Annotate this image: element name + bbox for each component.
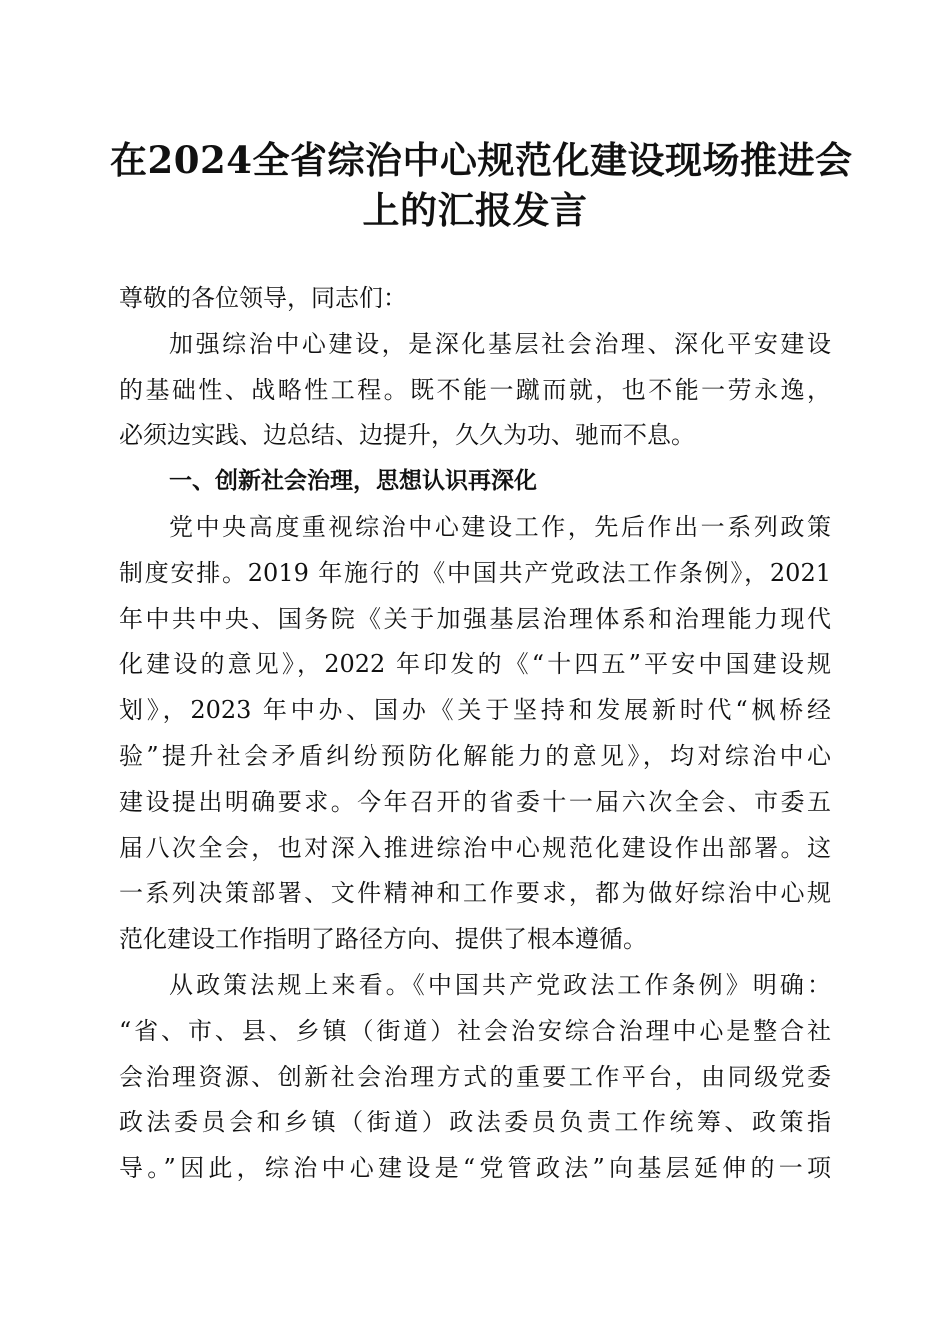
paragraph-line: 会治理资源、创新社会治理方式的重要工作平台，由同级党委 xyxy=(119,1062,831,1091)
document-body xyxy=(119,276,831,1192)
paragraph-line: 年中共中央、国务院《关于加强基层治理体系和治理能力现代 xyxy=(119,604,831,633)
paragraph-line: 从政策法规上来看。《中国共产党政法工作条例》明确： xyxy=(169,970,831,999)
paragraph-line: 加强综治中心建设，是深化基层社会治理、深化平安建设 xyxy=(169,329,831,358)
paragraph-line: 化建设的意见》，2022 年印发的《“十四五”平安中国建设规 xyxy=(119,650,831,679)
paragraph-line: 必须边实践、边总结、边提升，久久为功、驰而不息。 xyxy=(119,421,695,450)
paragraph-line: 导。”因此，综治中心建设是“党管政法”向基层延伸的一项 xyxy=(119,1154,831,1183)
paragraph-line: 届八次全会，也对深入推进综治中心规范化建设作出部署。这 xyxy=(119,833,831,862)
document-title-line-1: 在2024全省综治中心规范化建设现场推进会 xyxy=(110,138,853,182)
paragraph-line: 的基础性、战略性工程。既不能一蹴而就，也不能一劳永逸， xyxy=(119,375,831,404)
paragraph-line: 制度安排。2019 年施行的《中国共产党政法工作条例》，2021 xyxy=(119,558,831,587)
paragraph-line: 一系列决策部署、文件精神和工作要求，都为做好综治中心规 xyxy=(119,879,831,908)
paragraph-line: 建设提出明确要求。今年召开的省委十一届六次全会、市委五 xyxy=(119,787,831,816)
paragraph-line: 党中央高度重视综治中心建设工作，先后作出一系列政策 xyxy=(169,512,831,541)
paragraph-line: 政法委员会和乡镇（街道）政法委员负责工作统筹、政策指 xyxy=(119,1108,831,1137)
document-title-line-2: 上的汇报发言 xyxy=(362,188,588,232)
paragraph-line: 验”提升社会矛盾纠纷预防化解能力的意见》，均对综治中心 xyxy=(119,741,831,770)
section-heading: 一、创新社会治理，思想认识再深化 xyxy=(169,468,537,495)
paragraph-line: 划》，2023 年中办、国办《关于坚持和发展新时代“枫桥经 xyxy=(119,696,831,725)
paragraph-line: “省、市、县、乡镇（街道）社会治安综合治理中心是整合社 xyxy=(119,1016,831,1045)
salutation: 尊敬的各位领导，同志们： xyxy=(119,284,407,312)
paragraph-line: 范化建设工作指明了路径方向、提供了根本遵循。 xyxy=(119,925,647,954)
